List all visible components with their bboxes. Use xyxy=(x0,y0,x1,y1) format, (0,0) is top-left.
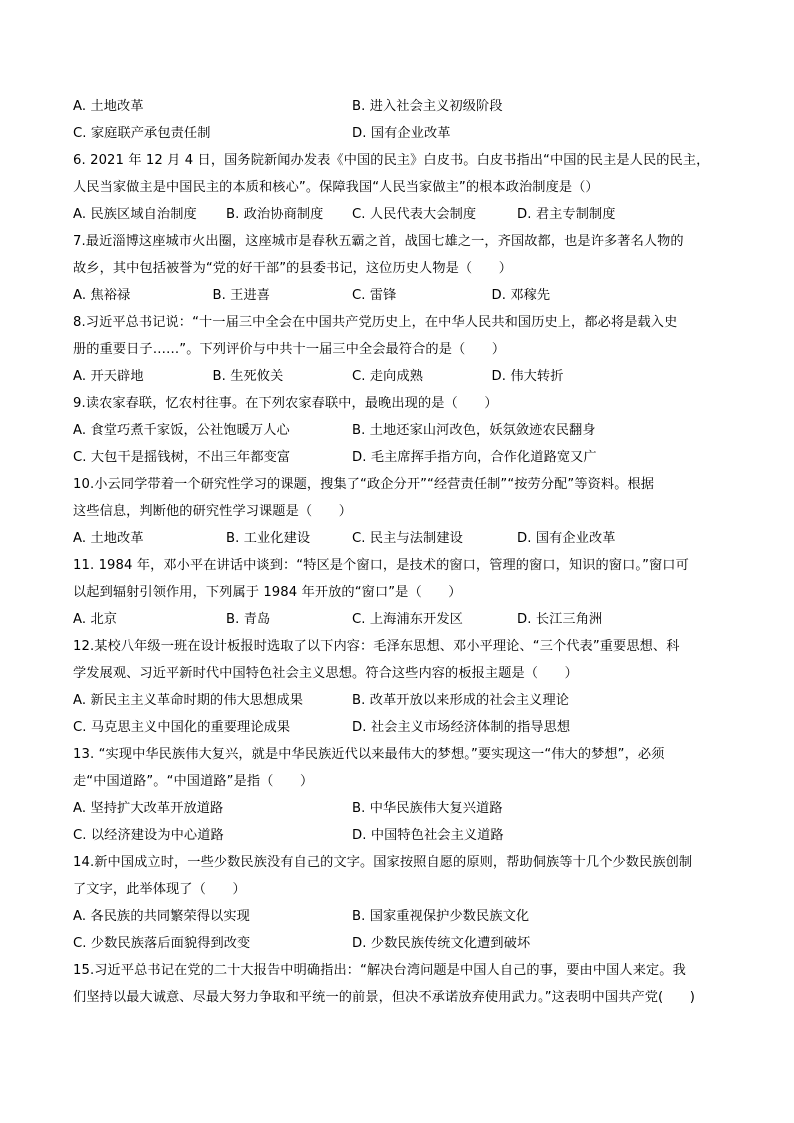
q14-stem-line-1: 14.新中国成立时，一些少数民族没有自己的文字。国家按照自愿的原则，帮助侗族等十几个少数民族创制 xyxy=(73,855,693,870)
q9-option-c: C. 大包干是摇钱树，不出三年都变富 xyxy=(73,450,291,465)
q15-stem-line-1: 15.习近平总书记在党的二十大报告中明确指出：“解决台湾问题是中国人自己的事，要由中国人来定。我 xyxy=(73,963,686,978)
q7-options xyxy=(73,282,733,309)
q12-option-d: D. 社会主义市场经济体制的指导思想 xyxy=(352,720,571,735)
q12-stem-line-1: 12.某校八年级一班在设计板报时选取了以下内容：毛泽东思想、邓小平理论、“三个代表”重要思想、科 xyxy=(73,639,680,654)
q13-option-c: C. 以经济建设为中心道路 xyxy=(73,828,224,843)
q9-option-b: B. 土地还家山河改色，妖氛敛迹农民翻身 xyxy=(352,423,596,438)
q7-stem-line-1: 7.最近淄博这座城市火出圈，这座城市是春秋五霸之首，战国七雄之一，齐国故都，也是许多著名人物的 xyxy=(73,234,684,249)
q10-option-c: C. 民主与法制建设 xyxy=(352,531,463,546)
q13-option-d: D. 中国特色社会主义道路 xyxy=(352,828,504,843)
q11-option-b: B. 青岛 xyxy=(226,612,271,627)
q11-stem-line-1: 11. 1984 年，邓小平在讲话中谈到：“特区是个窗口，是技术的窗口，管理的窗口，知识的窗口。”窗口可 xyxy=(73,558,689,573)
q13-option-b: B. 中华民族伟大复兴道路 xyxy=(352,801,503,816)
exam-page xyxy=(73,93,733,1011)
q14-options-row-2 xyxy=(73,930,733,957)
q5-options-row-2 xyxy=(73,120,733,147)
q8-stem-line-1: 8.习近平总书记说：“十一届三中全会在中国共产党历史上，在中华人民共和国历史上，都必将是载入史 xyxy=(73,315,678,330)
q8-option-c: C. 走向成熟 xyxy=(352,369,424,384)
q8-option-b: B. 生死攸关 xyxy=(212,369,284,384)
q14-option-a: A. 各民族的共同繁荣得以实现 xyxy=(73,909,250,924)
q15-stem-line-2: 们坚持以最大诚意、尽最大努力争取和平统一的前景，但决不承诺放弃使用武力。”这表明中国共产党( ) xyxy=(73,990,696,1005)
q14-option-d: D. 少数民族传统文化遭到破坏 xyxy=(352,936,531,951)
q13-options-row-1 xyxy=(73,795,733,822)
q13-options-row-2 xyxy=(73,822,733,849)
q6-option-d: D. 君主专制制度 xyxy=(517,207,616,222)
q6-options xyxy=(73,201,733,228)
q6-option-c: C. 人民代表大会制度 xyxy=(352,207,477,222)
q6-option-a: A. 民族区域自治制度 xyxy=(73,207,197,222)
q11-option-c: C. 上海浦东开发区 xyxy=(352,612,463,627)
q12-options-row-1 xyxy=(73,687,733,714)
q14-options-row-1 xyxy=(73,903,733,930)
q13-option-a: A. 坚持扩大改革开放道路 xyxy=(73,801,224,816)
q5-option-d: D. 国有企业改革 xyxy=(352,126,451,141)
q12-option-b: B. 改革开放以来形成的社会主义理论 xyxy=(352,693,570,708)
q5-option-a: A. 土地改革 xyxy=(73,99,144,114)
q12-stem-line-2: 学发展观、习近平新时代中国特色社会主义思想。符合这些内容的板报主题是（ ） xyxy=(73,666,578,681)
q7-option-d: D. 邓稼先 xyxy=(491,288,551,303)
q9-option-d: D. 毛主席挥手指方向，合作化道路宽又广 xyxy=(352,450,597,465)
q7-option-b: B. 王进喜 xyxy=(212,288,271,303)
q6-stem-line-2: 人民当家做主是中国民主的本质和核心”。保障我国“人民当家做主”的根本政治制度是（） xyxy=(73,180,599,195)
q10-options xyxy=(73,525,733,552)
q6-option-b: B. 政治协商制度 xyxy=(226,207,324,222)
q8-options xyxy=(73,363,733,390)
q14-stem-line-2: 了文字，此举体现了（ ） xyxy=(73,882,246,897)
q5-option-c: C. 家庭联产承包责任制 xyxy=(73,126,211,141)
q6-stem-line-1: 6. 2021 年 12 月 4 日，国务院新闻办发表《中国的民主》白皮书。白皮书指出“中国的民主是人民的民主， xyxy=(73,153,710,168)
q13-stem-line-2: 走“中国道路”。“中国道路”是指（ ） xyxy=(73,774,314,789)
q8-option-a: A. 开天辟地 xyxy=(73,369,144,384)
q10-stem-line-2: 这些信息，判断他的研究性学习课题是（ ） xyxy=(73,504,353,519)
q9-stem-line-1: 9.读农家春联，忆农村往事。在下列农家春联中，最晚出现的是（ ） xyxy=(73,396,498,411)
q11-options xyxy=(73,606,733,633)
q5-option-b: B. 进入社会主义初级阶段 xyxy=(352,99,503,114)
q14-option-b: B. 国家重视保护少数民族文化 xyxy=(352,909,530,924)
q11-option-d: D. 长江三角洲 xyxy=(517,612,603,627)
q10-option-a: A. 土地改革 xyxy=(73,531,144,546)
q7-option-a: A. 焦裕禄 xyxy=(73,288,131,303)
q8-option-d: D. 伟大转折 xyxy=(491,369,564,384)
q7-option-c: C. 雷锋 xyxy=(352,288,397,303)
q10-option-b: B. 工业化建设 xyxy=(226,531,311,546)
q9-option-a: A. 食堂巧煮千家饭，公社饱暖万人心 xyxy=(73,423,290,438)
q10-option-d: D. 国有企业改革 xyxy=(517,531,616,546)
q12-options-row-2 xyxy=(73,714,733,741)
q9-options-row-2 xyxy=(73,444,733,471)
q12-option-a: A. 新民主主义革命时期的伟大思想成果 xyxy=(73,693,304,708)
q8-stem-line-2: 册的重要日子……”。下列评价与中共十一届三中全会最符合的是（ ） xyxy=(73,342,506,357)
q7-stem-line-2: 故乡，其中包括被誉为“党的好干部”的县委书记，这位历史人物是（ ） xyxy=(73,261,513,276)
q13-stem-line-1: 13. “实现中华民族伟大复兴，就是中华民族近代以来最伟大的梦想。”要实现这一“伟大的梦想”，必须 xyxy=(73,747,665,762)
q14-option-c: C. 少数民族落后面貌得到改变 xyxy=(73,936,251,951)
q11-stem-line-2: 以起到辐射引领作用，下列属于 1984 年开放的“窗口”是（ ） xyxy=(73,585,462,600)
q10-stem-line-1: 10.小云同学带着一个研究性学习的课题，搜集了“政企分开”“经营责任制”“按劳分配”等资料。根据 xyxy=(73,477,655,492)
q11-option-a: A. 北京 xyxy=(73,612,118,627)
q12-option-c: C. 马克思主义中国化的重要理论成果 xyxy=(73,720,291,735)
q5-options-row-1 xyxy=(73,93,733,120)
q9-options-row-1 xyxy=(73,417,733,444)
